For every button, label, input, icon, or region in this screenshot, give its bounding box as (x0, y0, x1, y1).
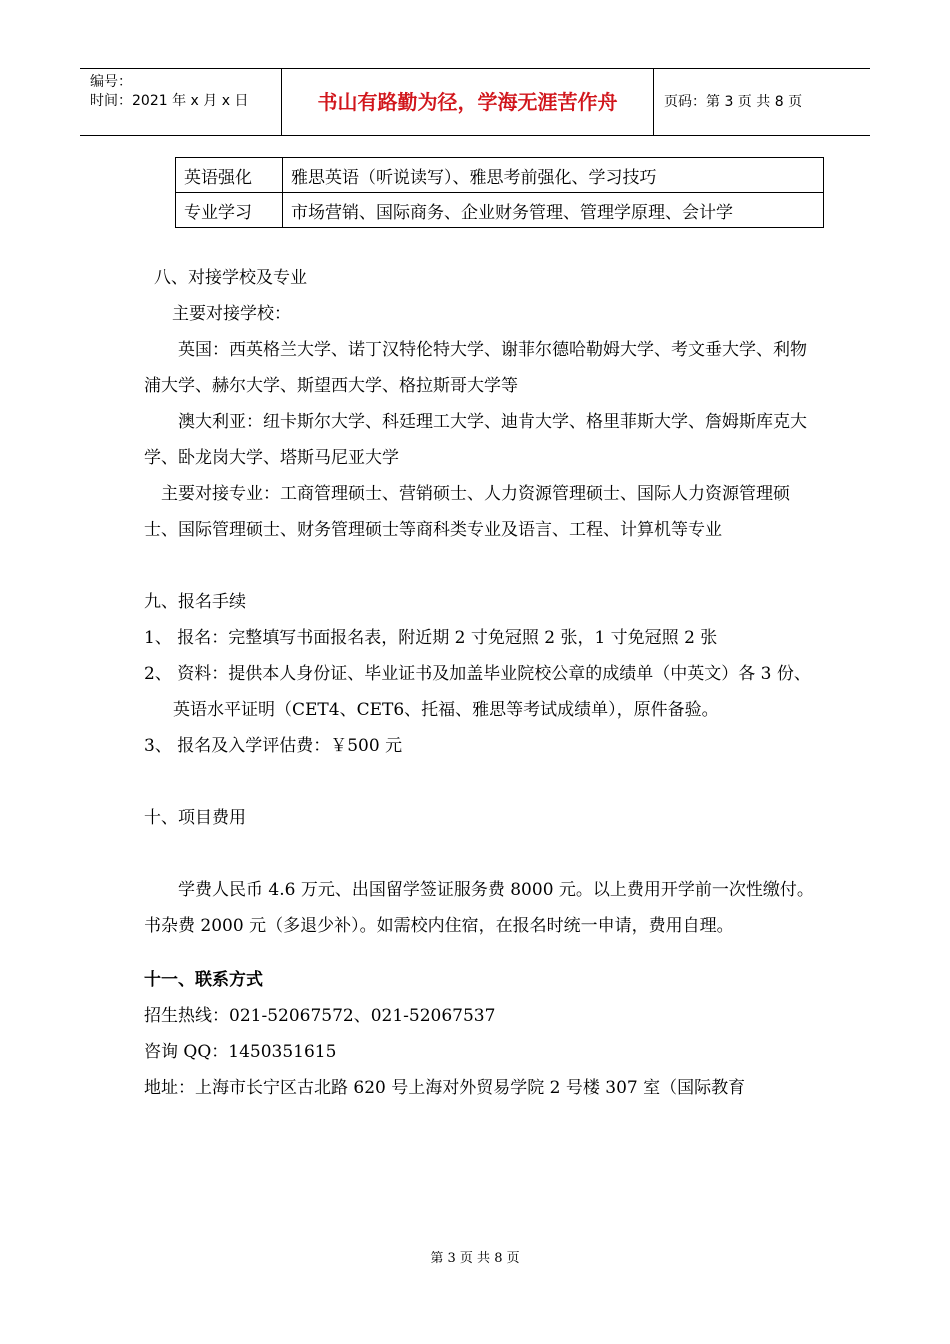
list-item: 1、 报名：完整填写书面报名表，附近期 2 寸免冠照 2 张，1 寸免冠照 2 张 (144, 628, 718, 648)
schools-label: 主要对接学校： (172, 304, 291, 324)
number-label: 编号： (90, 74, 132, 90)
section-9-title: 九、报名手续 (144, 592, 246, 612)
address: 地址：上海市长宁区古北路 620 号上海对外贸易学院 2 号楼 307 室（国际教育 (144, 1078, 746, 1098)
course-table (175, 157, 824, 228)
list-item: 2、 资料：提供本人身份证、毕业证书及加盖毕业院校公章的成绩单（中英文）各 3 份、英语水平证明（CET4、CET6、托福、雅思等考试成绩单），原件备验。 (144, 664, 811, 720)
qq: 咨询 QQ：1450351615 (144, 1042, 337, 1062)
au-schools: 澳大利亚：纽卡斯尔大学、科廷理工大学、迪肯大学、格里菲斯大学、詹姆斯库克大学、卧龙岗大学、塔斯马尼亚大学 (144, 412, 807, 468)
page-header (80, 68, 870, 136)
majors: 主要对接专业：工商管理硕士、营销硕士、人力资源管理硕士、国际人力资源管理硕士、国际管理硕士、财务管理硕士等商科类专业及语言、工程、计算机等专业 (144, 484, 790, 540)
section-11-title: 十一、联系方式 (144, 970, 263, 990)
header-meta (80, 69, 282, 135)
table-cell-category: 专业学习 (176, 193, 283, 228)
header-motto: 书山有路勤为径，学海无涯苦作舟 (282, 69, 654, 135)
fees-text: 学费人民币 4.6 万元、出国留学签证服务费 8000 元。以上费用开学前一次性缴付。书杂费 2000 元（多退少补）。如需校内住宿，在报名时统一申请，费用自理。 (144, 880, 814, 936)
list-item: 3、 报名及入学评估费：￥500 元 (144, 736, 403, 756)
section-10-title: 十、项目费用 (144, 808, 246, 828)
uk-schools: 英国：西英格兰大学、诺丁汉特伦特大学、谢菲尔德哈勒姆大学、考文垂大学、利物浦大学、赫尔大学、斯望西大学、格拉斯哥大学等 (144, 340, 807, 396)
table-cell-content: 市场营销、国际商务、企业财务管理、管理学原理、会计学 (283, 193, 824, 228)
document-body (144, 260, 814, 1106)
page-footer: 第 3 页 共 8 页 (430, 1251, 520, 1266)
section-8-title: 八、对接学校及专业 (154, 268, 307, 288)
table-row (176, 158, 824, 193)
header-page-label: 页码：第 3 页 共 8 页 (664, 94, 803, 110)
table-row (176, 193, 824, 228)
hotline: 招生热线：021-52067572、021-52067537 (144, 1006, 496, 1026)
time-label: 时间：2021 年 x 月 x 日 (90, 93, 249, 109)
table-cell-content: 雅思英语（听说读写）、雅思考前强化、学习技巧 (283, 158, 824, 193)
table-cell-category: 英语强化 (176, 158, 283, 193)
